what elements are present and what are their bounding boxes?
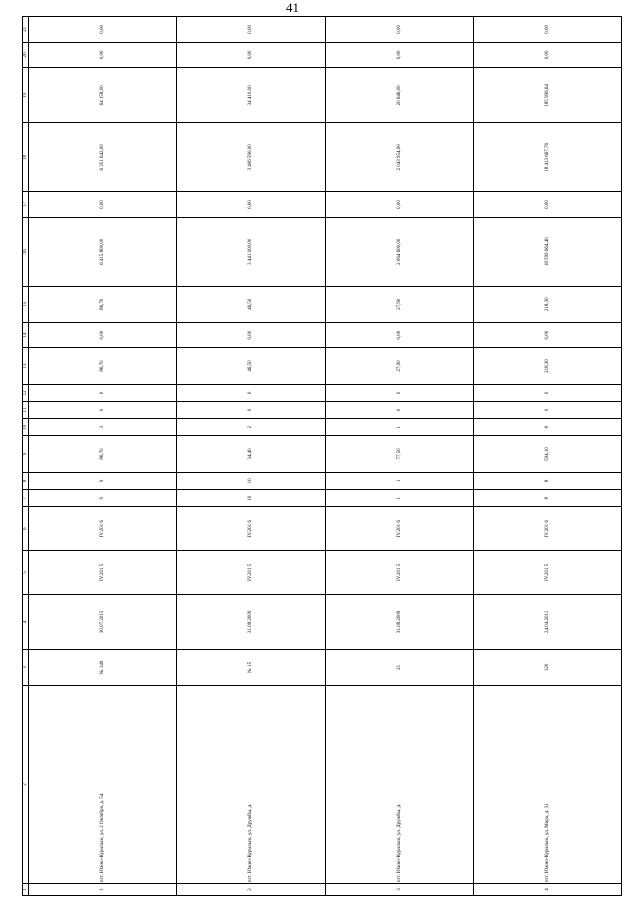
table-cell: 0,00 [473, 17, 621, 43]
table-cell: IV.201 5 [325, 551, 473, 595]
table-row [473, 17, 621, 896]
table-cell: 0 [29, 384, 177, 401]
table-cell: 2 043 954,00 [325, 123, 473, 192]
table-cell: 46,50 [177, 286, 325, 322]
table-cell: 185 996,64 [473, 68, 621, 123]
column-header: 16 [23, 217, 29, 286]
column-header: 12 [23, 384, 29, 401]
column-header: 3 [23, 650, 29, 686]
table-cell: 0 [177, 384, 325, 401]
table-cell: 3 [29, 419, 177, 436]
table-cell: IV.201 6 [473, 507, 621, 551]
table-cell: 86,70 [29, 436, 177, 472]
table-cell: 218,30 [473, 348, 621, 384]
table-cell: 31.08.2009 [325, 594, 473, 649]
column-header: 5 [23, 551, 29, 595]
table-cell: 0 [325, 402, 473, 419]
table-cell: IV.201 6 [325, 507, 473, 551]
table-cell: 77,50 [325, 436, 473, 472]
column-header: 11 [23, 402, 29, 419]
table-cell: 0,00 [177, 17, 325, 43]
table-cell: 0,00 [177, 192, 325, 217]
table-cell: IV.201 6 [29, 507, 177, 551]
table-cell: 31.08.2009 [177, 594, 325, 649]
column-header: 9 [23, 436, 29, 472]
table-cell: 2 [177, 884, 325, 896]
column-header: 19 [23, 68, 29, 123]
table-cell: 8 [473, 472, 621, 489]
table-cell: 10 [177, 490, 325, 507]
column-header: 20 [23, 42, 29, 67]
table-cell: 1 [325, 472, 473, 489]
column-header: 14 [23, 322, 29, 347]
table-cell: 18 413 667,76 [473, 123, 621, 192]
table-row [29, 17, 177, 896]
table-cell: 6 415 800,00 [29, 217, 177, 286]
column-header: 17 [23, 192, 29, 217]
table-cell: пгт. Южно-Курильск, ул. Мира, д. 31 [473, 685, 621, 883]
column-header: 6 [23, 507, 29, 551]
column-header: 2 [23, 685, 29, 883]
table-cell: IV.201 5 [177, 551, 325, 595]
table-cell: 0 [177, 402, 325, 419]
table-cell: 10 [177, 472, 325, 489]
table-cell: 6 351 642,00 [29, 123, 177, 192]
table-cell: 9 [29, 490, 177, 507]
table-cell: 0,00 [325, 17, 473, 43]
table-cell: 86,70 [29, 348, 177, 384]
table-cell: 0,00 [177, 42, 325, 67]
table-cell: 9 [29, 472, 177, 489]
page-number: 41 [286, 0, 299, 15]
table-cell: 4 [473, 884, 621, 896]
table-cell: 30.07.2015 [29, 594, 177, 649]
table-cell: 120 [473, 650, 621, 686]
table-cell: 0 [473, 384, 621, 401]
table-cell: 21 [325, 650, 473, 686]
table-cell: 27,90 [325, 286, 473, 322]
table-row [325, 17, 473, 896]
table-body [29, 17, 622, 896]
table-cell: 0,00 [473, 42, 621, 67]
column-header: 8 [23, 472, 29, 489]
table-cell: 0,00 [29, 42, 177, 67]
table-cell: 8 [473, 490, 621, 507]
table-cell: пгт. Южно-Курильск, ул. Дружбы, д. [325, 685, 473, 883]
table-cell: 64 158,00 [29, 68, 177, 123]
table-cell: IV.201 6 [177, 507, 325, 551]
table-cell: 1 [29, 884, 177, 896]
table-cell: 0,00 [29, 17, 177, 43]
table-cell: 1 [325, 419, 473, 436]
column-header: 10 [23, 419, 29, 436]
table-cell: 20 646,00 [325, 68, 473, 123]
table-cell: 0,00 [29, 322, 177, 347]
column-header: 4 [23, 594, 29, 649]
table-cell: 0,00 [325, 42, 473, 67]
table-cell: 0,00 [325, 322, 473, 347]
table-row [177, 17, 325, 896]
table-cell: 0 [473, 402, 621, 419]
table-cell: 0,00 [29, 192, 177, 217]
table-cell: 24.04.2011 [473, 594, 621, 649]
table-wrapper [22, 16, 622, 896]
table-cell: 0,00 [473, 322, 621, 347]
column-header: 21 [23, 17, 29, 43]
table-cell: 27,90 [325, 348, 473, 384]
table-cell: 86,70 [29, 286, 177, 322]
table-cell: 2 064 600,00 [325, 217, 473, 286]
table-cell: № 149 [29, 650, 177, 686]
column-header: 1 [23, 884, 29, 896]
table-cell: 8 [473, 419, 621, 436]
table-cell: № 15 [177, 650, 325, 686]
table-cell: 46,50 [177, 348, 325, 384]
table-cell: 2 [177, 419, 325, 436]
table-cell: пгт. Южно-Курильск, ул. 2 Октября, д. 54 [29, 685, 177, 883]
table-cell: 0 [29, 402, 177, 419]
table-cell: 3 406 590,00 [177, 123, 325, 192]
table-cell: 34 410,00 [177, 68, 325, 123]
table-cell: IV.201 5 [473, 551, 621, 595]
column-header: 13 [23, 348, 29, 384]
table-cell: 1 [325, 490, 473, 507]
table-cell: 594,10 [473, 436, 621, 472]
column-header: 7 [23, 490, 29, 507]
column-header: 15 [23, 286, 29, 322]
table-cell: 0,00 [177, 322, 325, 347]
table-cell: 34,40 [177, 436, 325, 472]
table-cell: 0 [325, 384, 473, 401]
table-cell: пгт. Южно-Курильск, ул. Дружбы, д. [177, 685, 325, 883]
table-cell: 3 441 000,00 [177, 217, 325, 286]
housing-table [22, 16, 622, 896]
table-cell: 18 599 664,40 [473, 217, 621, 286]
table-cell: 0,00 [325, 192, 473, 217]
table-cell: 0,00 [473, 192, 621, 217]
table-cell: IV.201 5 [29, 551, 177, 595]
table-cell: 3 [325, 884, 473, 896]
table-cell: 218,30 [473, 286, 621, 322]
column-header: 18 [23, 123, 29, 192]
